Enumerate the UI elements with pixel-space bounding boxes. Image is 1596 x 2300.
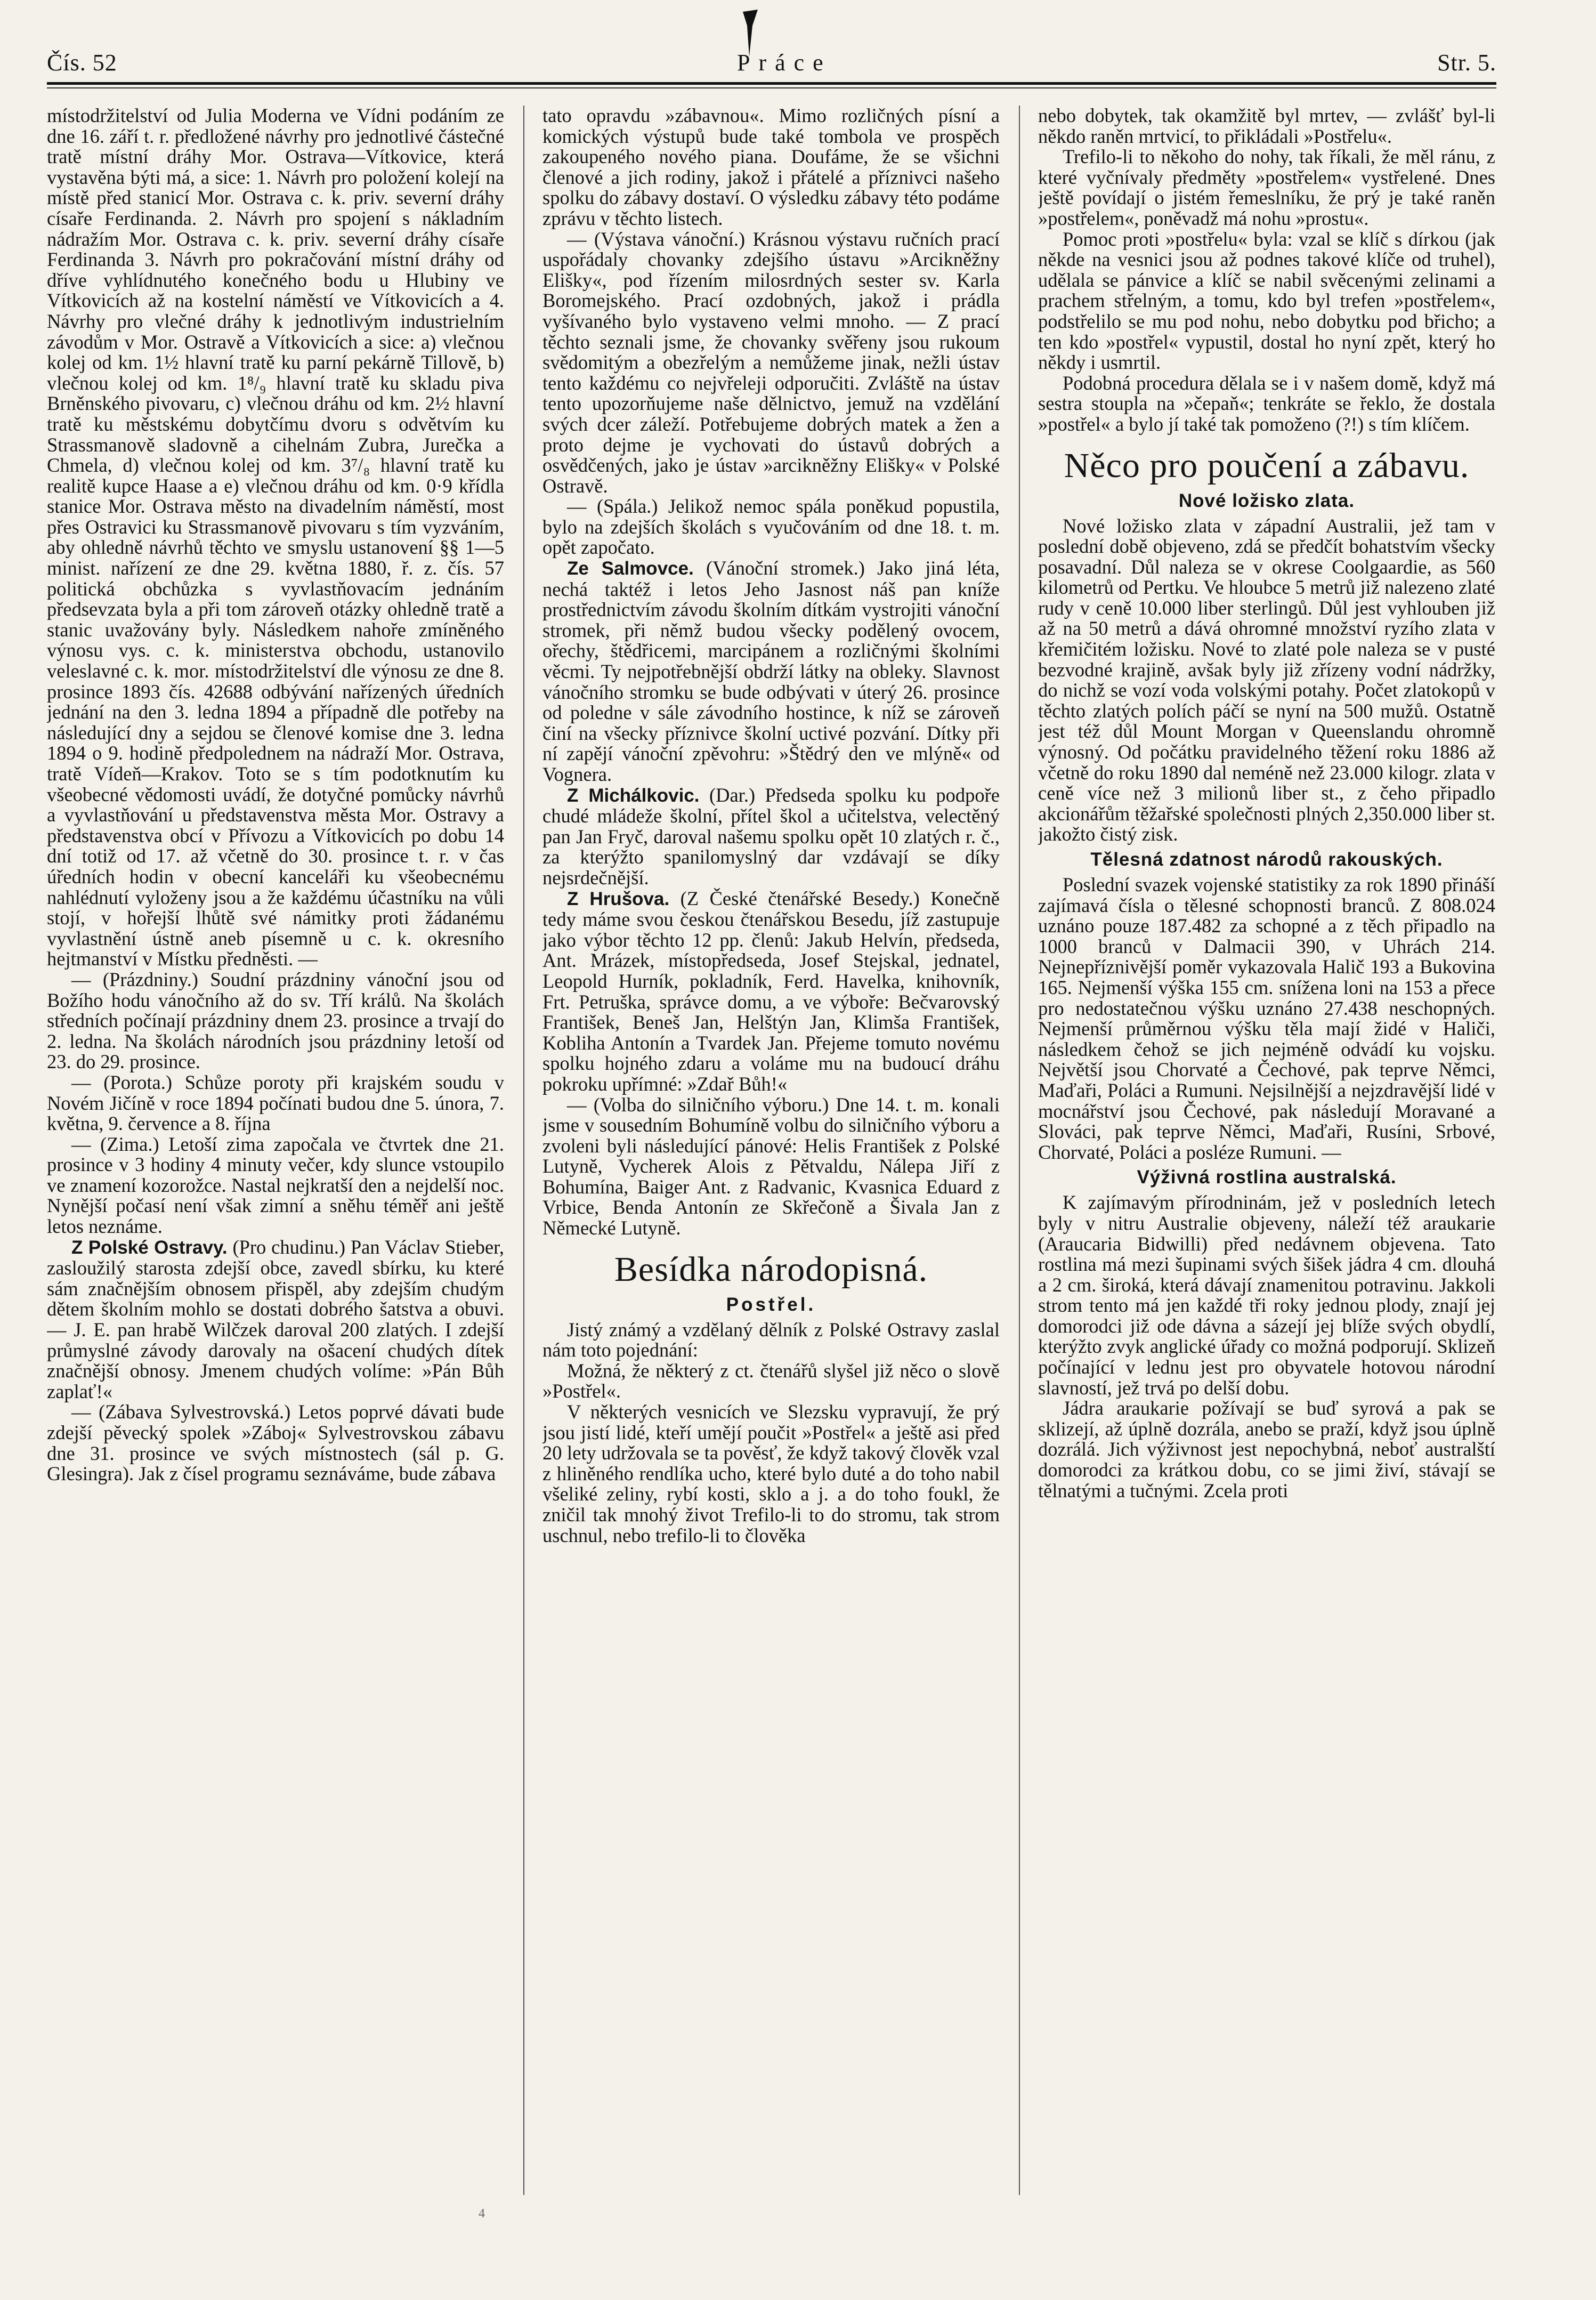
article-paragraph: Pomoc proti »postřelu« byla: vzal se klíč s dírkou (jak někde na vesnici jsou až podnes takové klíče od truhel), udělala se pánvice a klíč se nabil svěcenými zelinami a prachem střelným, a tomu, kdo byl trefen »postřelem«, podstřelilo se mu pod nohu, nebo dobytku pod břicho; a ten kdo »postřel« vypustil, dostal ho nyní zpět, který ho někdy i usmrtil. xyxy=(1038,228,1495,374)
article-paragraph: K zajímavým přírodninám, jež v posledních letech byly v nitru Australie objeveny, náleží též araukarie (Araucaria Bidwilli) před nedávnem objevena. Tato rostlina má mezi šupinami svých šišek jádra 4 cm. dlouhá a 2 cm. široká, která dávají znamenitou potravinu. Jakkoli strom tento má jen každé tři roky jednou plody, znají jej domorodci již ode dávna a sázejí jej blíže svých obydlí, kterýžto zvyk anglické úřady co možná podporují. Sklizeň počínající v lednu jest pro obyvatele hotovou národní slavností, jež trvá po delší dobu. xyxy=(1038,1191,1495,1399)
article-paragraph: Podobná procedura dělala se i v našem domě, když má sestra stoupla na »čepaň«; tenkráte se řeklo, že dostala »postřel« a bylo jí také tak pomoženo (?!) s tím klíčem. xyxy=(1038,372,1495,435)
article-paragraph: Jistý známý a vzdělaný dělník z Polské Ostravy zaslal nám toto pojednání: xyxy=(542,1318,1000,1361)
page-header xyxy=(47,49,1496,80)
footer-page-mark: 4 xyxy=(479,2207,485,2221)
page-number: Str. 5. xyxy=(1437,50,1496,76)
news-body: (Vánoční stromek.) Jako jiná léta, nechá taktéž i letos Jeho Jasnost náš pan kníže prostřednictvím závodu školním dítkám vystrojiti vánoční stromek, při němž budou všecky podělený ovocem, ořechy, štědřicemi, marcipánem a rozličnými školními věcmi. Ty nejpotřebnější obdrží látky na obleky. Slavnost vánočního stromku se bude odbývati v úterý 26. prosince od poledne v sále závodního hostince, k níž se zároveň činí na všecky příznivce školní uctivé pozvání. Dítky při ní zapějí vánoční zpěvohru: »Štědrý den ve mlýně« od Vognera. xyxy=(542,557,1000,785)
column-3 xyxy=(1038,106,1495,2206)
news-item-sylvestr: — (Zábava Sylvestrovská.) Letos poprvé dávati bude zdejší pěvecký spolek »Záboj« Sylvestrovskou zábavu dne 31. prosince ve svých místnostech (sál p. G. Glesingra). Jak z čísel programu seznáváme, bude zábava xyxy=(47,1401,504,1485)
article-paragraph: Jádra araukarie požívají se buď syrová a pak se sklizejí, až úplně dozrála, anebo se praží, když jsou úplně dozrálá. Jich výživnost jest nepochybná, neboť australští domorodci za krátkou dobu, co se jimi živí, stávají se tělnatými a tučnými. Zcela proti xyxy=(1038,1397,1495,1502)
news-body: (Pro chudinu.) Pan Václav Stieber, zasloužilý starosta zdejší obce, zavedl sbírku, ku které sám značnějším obnosem přispěl, aby zdejším chudým dětem školním mohlo se dostati dobrého šatstva a obuvi. — J. E. pan hrabě Wilčzek daroval 200 zlatých. I zdejší průmyslné závody darovaly na ošacení chudých dítek značnější obnosy. Jmenem chudých volíme: »Pán Bůh zaplať!« xyxy=(47,1236,504,1402)
header-rule-thin xyxy=(47,87,1496,88)
news-lead: Ze Salmovce. xyxy=(567,558,694,579)
subsection-title-postrel: Postřel. xyxy=(726,1294,816,1315)
news-item-michalkovice xyxy=(542,785,1000,889)
news-body: (Dar.) Předseda spolku ku podpoře chudé mládeže školní, přítel škol a učitelstva, velectěný pan Jan Fryč, daroval našemu spolku opět 10 zlatých r. č., za kterýžto spanilomyslný dar vzdávají se díky nejsrdečnější. xyxy=(542,784,1000,889)
news-lead: Z Michálkovic. xyxy=(567,785,700,806)
column-divider-2 xyxy=(1019,106,1020,2195)
section-title-besidka: Besídka národopisná. xyxy=(614,1249,928,1289)
news-item-hrusov xyxy=(542,889,1000,1095)
article-paragraph: tato opravdu »zábavnou«. Mimo rozličných písní a komických výstupů bude také tombola ve prospěch zakoupeného nového piana. Doufáme, že se všichni členové a jich rodiny, jakož i přátelé a příznivci našeho spolku do zábavy dostaví. O výsledku zábavy této podáme zprávu v těchto listech. xyxy=(542,106,1000,229)
news-lead: Z Hrušova. xyxy=(567,888,670,909)
subsection-title-rostlina: Výživná rostlina australská. xyxy=(1137,1167,1397,1188)
issue-number: Čís. 52 xyxy=(47,50,117,76)
news-lead: Z Polské Ostravy. xyxy=(71,1237,228,1258)
news-item-polska-ostrava xyxy=(47,1237,504,1402)
news-item-zima: — (Zima.) Letoší zima započala ve čtvrtek dne 21. prosince v 3 hodiny 4 minuty večer, kdy slunce vstoupilo ve znamení kozorožce. Nastal nejkratší den a nejdelší noc. Nynější počasí není však zimní a sněhu téměř ani ještě letos neznáme. xyxy=(47,1133,504,1238)
section-title-poucen: Něco pro poučení a zábavu. xyxy=(1064,446,1470,485)
article-paragraph: Trefilo-li to někoho do nohy, tak říkali, že měl ránu, z které vyčnívaly předměty »postřelem« vystřelené. Dnes ještě povídají o jistém řemeslníku, že prý je také raněn »postřelem«, poněvadž má nohu »prostu«. xyxy=(1038,146,1495,229)
news-item-prazdniny: — (Prázdniny.) Soudní prázdniny vánoční jsou od Božího hodu vánočního až do sv. Tří králů. Na školách středních počínají prázdniny dnem 23. prosince a trvají do 2. ledna. Na školách národních jsou prázdniny letoší od 23. do 29. prosince. xyxy=(47,968,504,1073)
article-paragraph: Možná, že některý z ct. čtenářů slyšel již něco o slově »Postřel«. xyxy=(542,1359,1000,1402)
news-item-salmovec xyxy=(542,558,1000,785)
article-paragraph: místodržitelství od Julia Moderna ve Vídni podáním ze dne 16. září t. r. předložené návrhy pro jednotlivé částečné tratě místní dráhy Mor. Ostrava—Vítkovice, která vystavěna býti má, a sice: 1. Návrh pro položení kolejí na místě před stanicí Mor. Ostrava c. k. priv. severní dráhy císaře Ferdinanda. 2. Návrh pro spojení s nákladním nádražím Mor. Ostrava c. k. priv. severní dráhy císaře Ferdinanda 3. Návrh pro pokračování místní dráhy od dříve vyhlídnutého konečného bodu u Hlubiny ve Vítkovicích až na kostelní náměstí ve Vítkovicích a 4. Návrhy pro vlečné dráhy k jednotlivým industrielním závodům v Mor. Ostravě a Vítkovicích a sice: a) vlečnou kolej od km. 1½ hlavní tratě ku parní pekárně Tillově, b) vlečnou kolej od km. 1⁸/₉ hlavní tratě ku skladu piva Brněnského pivovaru, c) vlečnou dráhu od km. 2½ hlavní tratě ku městskému dobytčímu dvoru s odvětvím ku Strassmanově sladovně a cihelnám Zubra, Jurečka a Chmela, d) vlečnou kolej od km. 3⁷/₈ hlavní tratě ku realitě kupce Haase a e) vlečnou dráhu od km. 0·9 křídla stanice Mor. Ostrava město na divadelním náměstí, most přes Ostravici ku Strassmanově pivovaru s tím vyzváním, aby ohledně návrhů těchto ve smyslu ustanovení §§ 1—5 minist. nařízení ze dne 29. května 1880, ř. z. čís. 57 politická obchůzka s vyvlastňovacím jednáním předsevzata byla a při tom zároveň otázky ohledně tratě a stanic uvažovány byly. Následkem nahoře zmíněného výnosu vys. c. k. ministerstva obchodu, ustanovilo veleslavné c. k. mor. místodržitelství dle výnosu ze dne 8. prosince 1893 čís. 42688 odbývání nařízených úředních jednání na den 3. ledna 1894 a případně dle potřeby na následující dny a sejdou se členové komise dne 3. ledna 1894 o 9. hodině předpolednem na nádraží Mor. Ostrava, tratě Vídeň—Krakov. Toto se s tím podotknutím ku všeobecné vědomosti uvádí, že dotyčné pomůcky návrhů a vyvlastňování u představenstva města Mor. Ostravy a představenstva obcí v Přívozu a Vítkovicích po dobu 14 dní totiž od 17. až včetně do 30. prosince t. r. v čas úředních hodin v obecní kanceláři ku všeobecnému nahlédnutí vyloženy jsou a že každému účastníku na vůli stojí, v hořejší lhůtě své námitky proti žádanému vyvlastnění ústně aneb písemně u c. k. okresního hejtmanství v Místku předněsti. — xyxy=(47,106,504,970)
news-item-volba: — (Volba do silničního výboru.) Dne 14. t. m. konali jsme v sousedním Bohumíně volbu do silničního výboru a zvoleni byli následující pánové: Helis František z Polské Lutyně, Vycherek Alois z Pětvaldu, Nálepa Jiří z Bohumína, Baiger Ant. z Radvanic, Kvasnica Eduard z Vrbice, Benda Antonín ze Skřečoně a Šivala Jan z Německé Lutyně. xyxy=(542,1093,1000,1239)
column-divider-1 xyxy=(523,106,524,2195)
article-paragraph: Poslední svazek vojenské statistiky za rok 1890 přináší zajímavá čísla o tělesné schopnosti branců. Z 808.024 uznáno pouze 187.482 za schopné a z těch připadlo na 1000 branců v Dalmacii 390, v Uhrách 214. Nejnepříznivější poměr vykazovala Halič 193 a Bukovina 165. Nejmenší výška 155 cm. snížena loni na 153 a přece pro nedostatečnou výšku uznáno 27.438 neschopných. Nejmenší průměrnou výšku těla mají židé v Haliči, následkem čehož se jich nejméně odvádí ku vojsku. Největší jsou Chorvaté a Čechové, pak teprve Němci, Maďaři, Poláci a Rumuni. Nejsilnější a nejzdravější lidé v mocnářství jsou Čechové, pak následují Moravané a Slováci, pak teprve Němci, Maďaři, Rusíni, Srbové, Chorvaté, Poláci a posléze Rumuni. — xyxy=(1038,874,1495,1163)
paper-title: Práce xyxy=(737,50,832,76)
news-body: (Z České čtenářské Besedy.) Konečně tedy máme svou českou čtenářskou Besedu, jíž zastupuje jako výbor těchto 12 pp. členů: Jakub Helvín, předseda, Ant. Mrázek, místopředseda, Josef Stejskal, jednatel, Leopold Hurník, pokladník, Ferd. Havelka, knihovník, Frt. Petruška, správce domu, a ve výboře: Bečvarovský František, Beneš Jan, Helštýn Jan, Klimša František, Kobliha Antonín a Tvardek Jan. Přejeme tomuto novému spolku hojného zdaru a voláme mu na budoucí dráhu pokroku upřímné: »Zdař Bůh!« xyxy=(542,887,1000,1095)
subsection-title-zdatnost: Tělesná zdatnost národů rakouských. xyxy=(1090,849,1443,870)
subsection-title-zlato: Nové ložisko zlata. xyxy=(1178,490,1355,511)
column-2 xyxy=(542,106,1000,2206)
column-1 xyxy=(47,106,504,2206)
news-item-spala: — (Spála.) Jelikož nemoc spála poněkud popustila, bylo na zdejších školách s vyučováním od dne 18. t. m. opět započato. xyxy=(542,495,1000,559)
article-paragraph: Nové ložisko zlata v západní Australii, jež tam v poslední době objeveno, zdá se předčít bohatstvím všecky posavadní. Důl naleza se v okrese Coolgaardie, as 560 kilometrů od Pertku. Ve hloubce 5 metrů již nalezeno zlaté rudy v ceně 10.000 liber sterlingů. Důl jest vyhlouben již až na 50 metrů a dává ohromné množství ryzího zlata v křemičitém ložisku. Nové to zlaté pole naleza se v pusté bezvodné krajině, avšak byly již zřízeny vodní nádržky, do nichž se vozí voda volskými potahy. Počet zlatokopů v těchto zlatých polích páčí se nyní na 500 mužů. Ostatně jest též důl Mount Morgan v Queenslandu ohromně výnosný. Od počátku pravidelného těžení roku 1886 až včetně do roku 1890 dal neméně než 23.000 kilogr. zlata v ceně více než 3 milionů liber st., z čeho připadlo akcionářům těžařské společnosti plných 2,350.000 liber st. jakožto čistý zisk. xyxy=(1038,514,1495,845)
article-paragraph: nebo dobytek, tak okamžitě byl mrtev, — zvlášť byl-li někdo raněn mrtvicí, to přikládali »Postřelu«. xyxy=(1038,106,1495,147)
article-paragraph: V některých vesnicích ve Slezsku vypravují, že prý jsou jistí lidé, kteří umějí poučit »Postřel« a ještě asi před 20 lety udržovala se ta pověsť, že když takový člověk vzal z hliněného rendlíka ucho, které bylo duté a do toho nabil všeliké zeliny, rybí kosti, sklo a j. a do toho foukl, že zničil tak mnohý život Trefilo-li to do stromu, tak strom uschnul, nebo trefilo-li to člověka xyxy=(542,1401,1000,1546)
news-item-porota: — (Porota.) Schůze poroty při krajském soudu v Novém Jičíně v roce 1894 počínati budou dne 5. února, 7. května, 9. července a 8. října xyxy=(47,1071,504,1135)
news-item-vystava: — (Výstava vánoční.) Krásnou výstavu ručních prací uspořádaly chovanky zdejšího ústavu »Arcikněžny Elišky«, pod řízením milosrdných sester sv. Karla Boromejského. Prací ozdobných, jakož i prádla vyšívaného bylo vystaveno velmi mnoho. — Z prací těchto seznali jsme, že chovanky svěřeny jsou rukoum svědomitým a obezřelým a nemůžeme jinak, nežli ústav tento každému co nejvřeleji odporučiti. Zvláště na ústav tento upozorňujeme naše dělnictvo, jemuž na vzdělání svých dcer záleží. Potřebujeme dobrých matek a žen a proto dejme je vychovati do ústavů dobrých a osvědčených, jako je ústav »arcikněžny Elišky« v Polské Ostravě. xyxy=(542,228,1000,497)
header-rule-thick xyxy=(47,82,1496,85)
